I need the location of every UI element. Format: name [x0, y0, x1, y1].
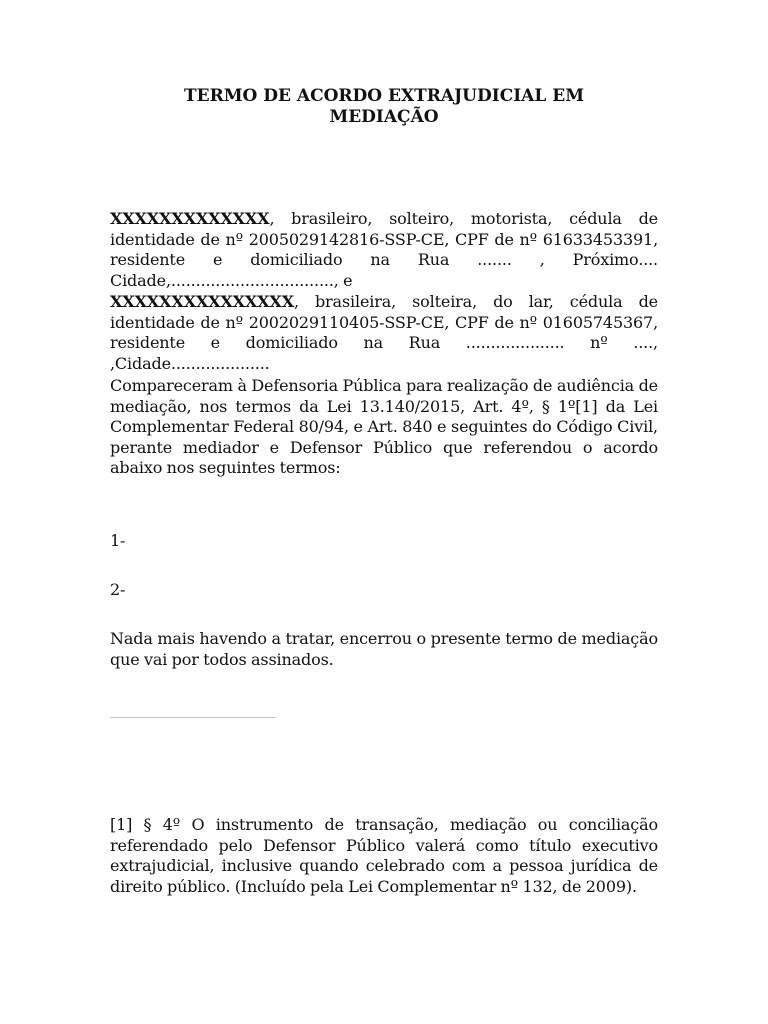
closing-paragraph: Nada mais havendo a tratar, encerrou o presente termo de mediação que vai por todos assinados. — [110, 629, 658, 669]
agreement-item-1: 1- — [110, 531, 126, 550]
party-1-paragraph — [110, 209, 658, 291]
appearance-paragraph: Compareceram à Defensoria Pública para realização de audiência de mediação, nos termos da Lei 13.140/2015, Art. 4º, § 1º[1] da Lei Complementar Federal 80/94, e Art. 840 e seguintes do Código Civil, perante mediador e Defensor Público que referendou o acordo abaixo nos seguintes termos: — [110, 376, 658, 478]
footnote-separator — [110, 717, 276, 718]
footnote-text: [1] § 4º O instrumento de transação, mediação ou conciliação referendado pelo Defensor Público valerá como título executivo extrajudicial, inclusive quando celebrado com a pessoa jurídica de direito público. (Incluído pela Lei Complementar nº 132, de 2009). — [110, 815, 658, 896]
title-line-2: MEDIAÇÃO — [329, 107, 439, 127]
agreement-item-2: 2- — [110, 580, 126, 599]
party-2-details: , brasileira, solteira, do lar, cédula de identidade de nº 2002029110405-SSP-CE, CPF de nº 01605745367, residente e domiciliado na Rua .................... nº ...., ,Cidade.................... — [110, 292, 658, 373]
party-1-details: , brasileiro, solteiro, motorista, cédula de identidade de nº 2005029142816-SSP-CE, CPF de nº 61633453391, residente e domiciliado na Rua ....... , Próximo.... Cidade,................................., e — [110, 209, 658, 290]
document-page — [110, 0, 658, 1024]
title-line-1: TERMO DE ACORDO EXTRAJUDICIAL EM — [183, 86, 585, 106]
document-title — [110, 86, 658, 128]
party-2-name: XXXXXXXXXXXXXXX — [110, 292, 294, 311]
party-2-paragraph — [110, 292, 658, 374]
party-1-name: XXXXXXXXXXXXX — [110, 209, 270, 228]
